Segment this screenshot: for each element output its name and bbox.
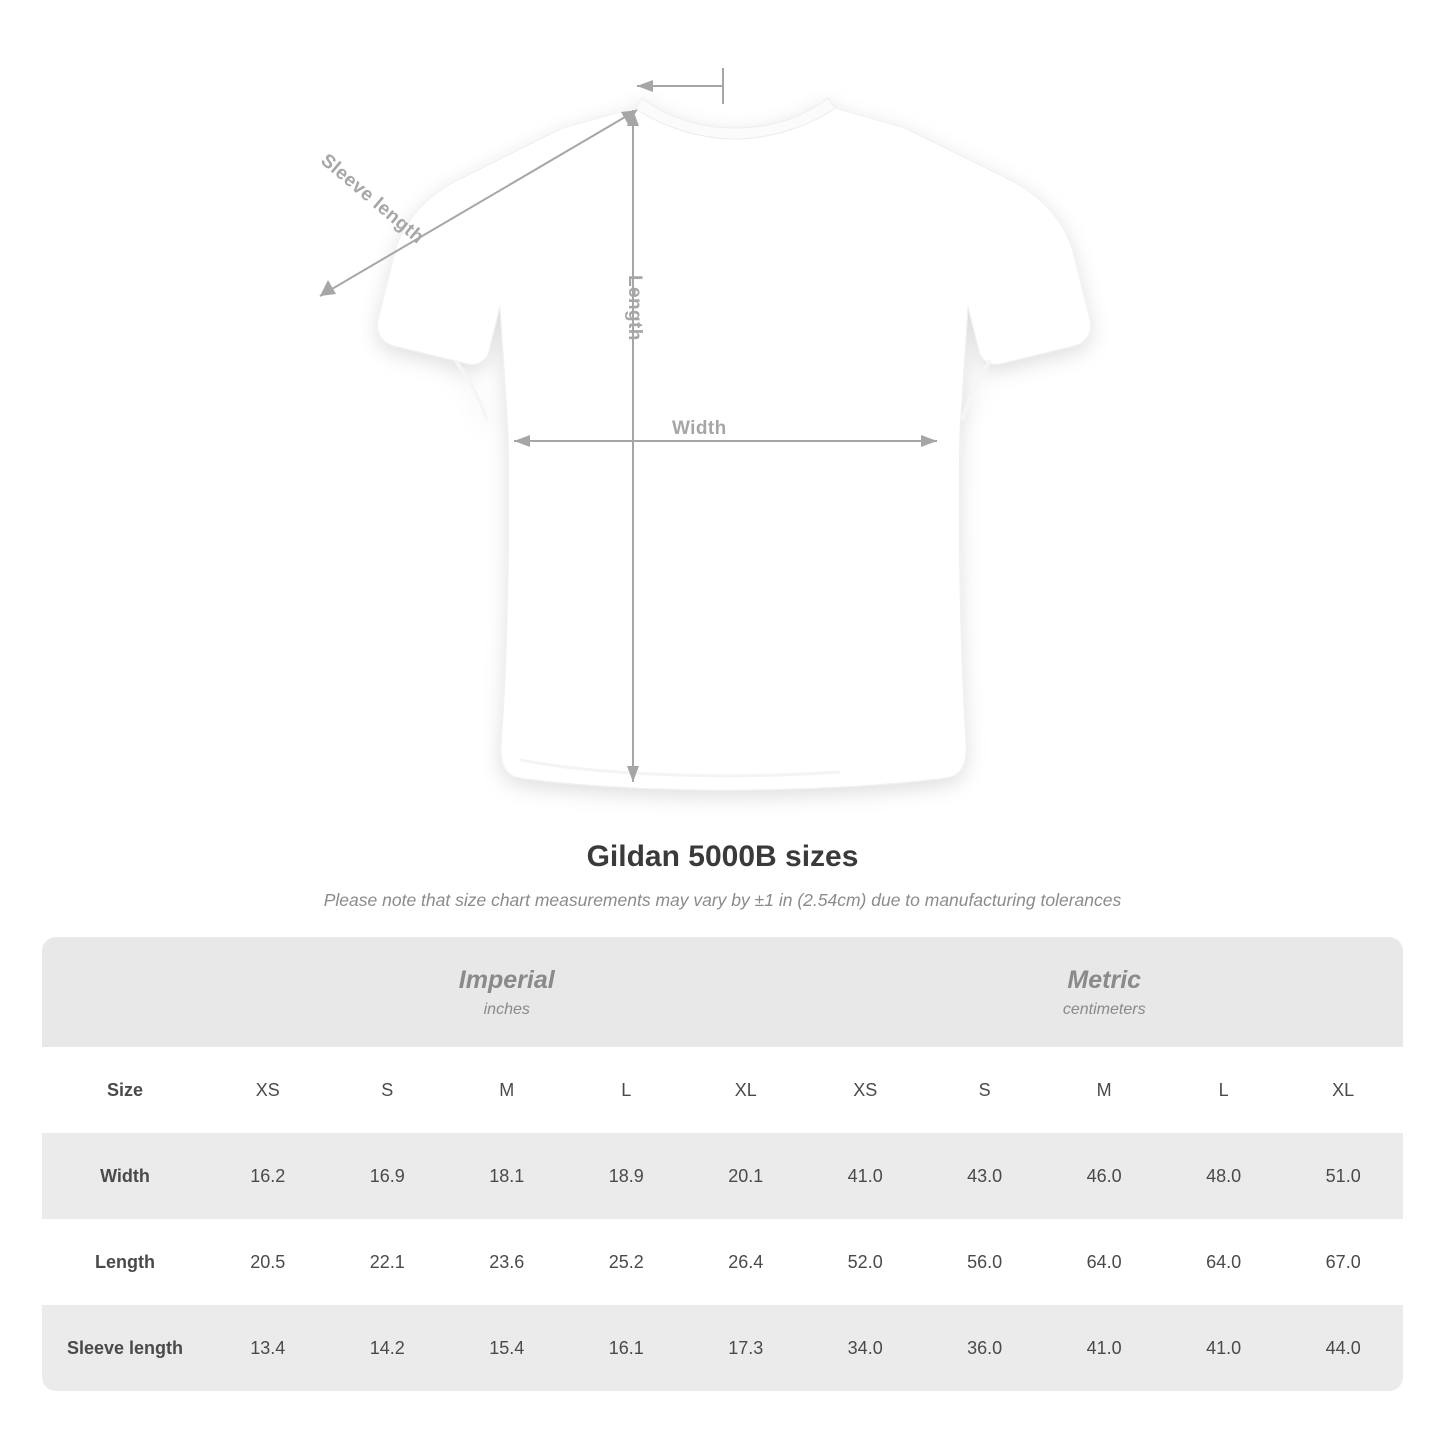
cell-width-5: 41.0 [805,1133,924,1219]
cell-width-0: 16.2 [208,1133,327,1219]
size-table [42,937,1403,1391]
cell-sleeve-1: 14.2 [328,1305,447,1391]
cell-width-3: 18.9 [566,1133,685,1219]
cell-width-1: 16.9 [328,1133,447,1219]
length-label: Length [624,275,645,341]
cell-length-0: 20.5 [208,1219,327,1305]
tshirt-shape [377,98,1090,790]
cell-width-9: 51.0 [1283,1133,1403,1219]
cell-length-6: 56.0 [925,1219,1044,1305]
header-col-9: XL [1283,1047,1403,1133]
unit-group-imperial [208,937,805,1047]
cell-length-7: 64.0 [1044,1219,1163,1305]
unit-group-imperial-name: Imperial [458,966,555,995]
row-label-width: Width [42,1133,208,1219]
header-col-1: S [328,1047,447,1133]
unit-group-imperial-sub: inches [483,1000,530,1018]
header-col-4: XL [686,1047,805,1133]
cell-sleeve-3: 16.1 [566,1305,685,1391]
cell-length-2: 23.6 [447,1219,566,1305]
cell-width-6: 43.0 [925,1133,1044,1219]
cell-sleeve-8: 41.0 [1164,1305,1283,1391]
table-row [42,1219,1403,1305]
cell-width-2: 18.1 [447,1133,566,1219]
header-col-7: M [1044,1047,1163,1133]
unit-group-metric [805,937,1403,1047]
tolerance-note: Please note that size chart measurements may vary by ±1 in (2.54cm) due to manufacturing tolerances [323,890,1122,910]
unit-group-row [42,937,1403,1047]
table-row [42,1305,1403,1391]
width-label: Width [672,418,727,439]
header-col-2: M [447,1047,566,1133]
header-size-label: Size [42,1047,208,1133]
row-label-length: Length [42,1219,208,1305]
title-block [0,840,1445,911]
header-col-6: S [925,1047,1044,1133]
cell-length-9: 67.0 [1283,1219,1403,1305]
page-title: Gildan 5000B sizes [586,840,859,873]
cell-sleeve-0: 13.4 [208,1305,327,1391]
row-label-sleeve-length: Sleeve length [42,1305,208,1391]
size-table-wrapper [42,937,1403,1391]
cell-length-8: 64.0 [1164,1219,1283,1305]
cell-sleeve-7: 41.0 [1044,1305,1163,1391]
cell-sleeve-9: 44.0 [1283,1305,1403,1391]
cell-sleeve-6: 36.0 [925,1305,1044,1391]
cell-sleeve-5: 34.0 [805,1305,924,1391]
cell-length-1: 22.1 [328,1219,447,1305]
header-col-8: L [1164,1047,1283,1133]
header-col-0: XS [208,1047,327,1133]
cell-width-4: 20.1 [686,1133,805,1219]
header-col-3: L [566,1047,685,1133]
cell-length-5: 52.0 [805,1219,924,1305]
cell-sleeve-4: 17.3 [686,1305,805,1391]
unit-group-metric-name: Metric [1067,966,1142,995]
sleeve-length-label: Sleeve length [316,150,428,249]
table-header-row [42,1047,1403,1133]
header-col-5: XS [805,1047,924,1133]
cell-sleeve-2: 15.4 [447,1305,566,1391]
cell-width-7: 46.0 [1044,1133,1163,1219]
cell-length-3: 25.2 [566,1219,685,1305]
unit-group-metric-sub: centimeters [1062,1000,1146,1018]
unit-spacer-cell [42,937,208,1047]
table-row [42,1133,1403,1219]
cell-length-4: 26.4 [686,1219,805,1305]
cell-width-8: 48.0 [1164,1133,1283,1219]
